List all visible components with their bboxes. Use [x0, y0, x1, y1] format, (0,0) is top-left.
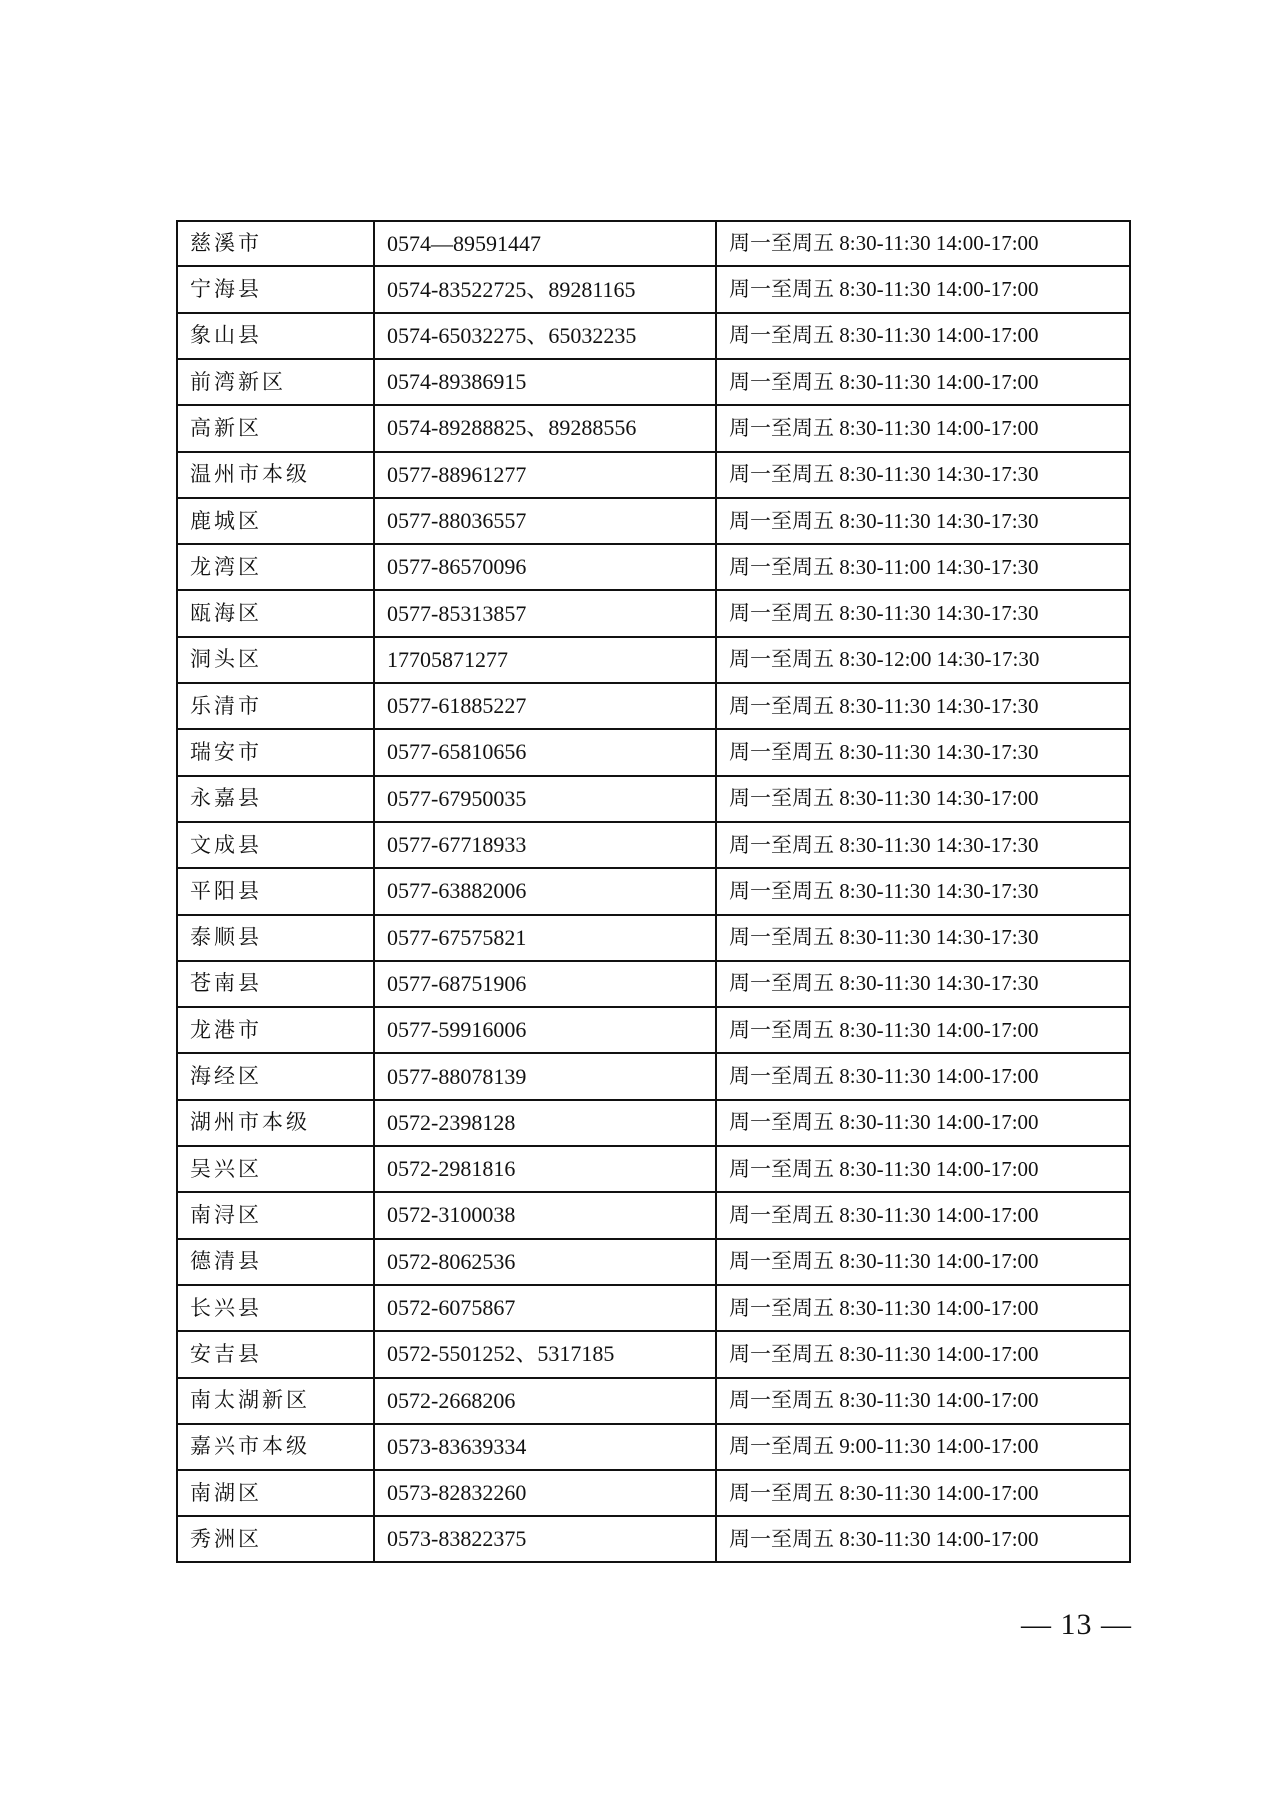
hours-cell: 周一至周五 8:30-11:30 14:00-17:00 [716, 266, 1129, 312]
district-cell: 苍南县 [178, 961, 374, 1007]
district-cell: 平阳县 [178, 868, 374, 914]
district-cell: 长兴县 [178, 1285, 374, 1331]
table-row [178, 822, 1129, 868]
phone-cell: 0577-65810656 [374, 729, 716, 775]
contact-table-body [178, 222, 1129, 1561]
hours-cell: 周一至周五 8:30-11:30 14:00-17:00 [716, 1239, 1129, 1285]
table-row [178, 1331, 1129, 1377]
phone-cell: 0577-63882006 [374, 868, 716, 914]
table-row [178, 266, 1129, 312]
district-cell: 永嘉县 [178, 776, 374, 822]
hours-cell: 周一至周五 8:30-11:30 14:00-17:00 [716, 222, 1129, 266]
phone-cell: 0573-82832260 [374, 1470, 716, 1516]
table-row [178, 1146, 1129, 1192]
hours-cell: 周一至周五 8:30-11:30 14:30-17:30 [716, 729, 1129, 775]
phone-cell: 0577-68751906 [374, 961, 716, 1007]
district-cell: 泰顺县 [178, 915, 374, 961]
hours-cell: 周一至周五 8:30-11:30 14:00-17:00 [716, 313, 1129, 359]
hours-cell: 周一至周五 8:30-11:30 14:30-17:30 [716, 590, 1129, 636]
district-cell: 龙湾区 [178, 544, 374, 590]
district-cell: 温州市本级 [178, 452, 374, 498]
hours-cell: 周一至周五 8:30-11:30 14:30-17:30 [716, 961, 1129, 1007]
district-cell: 象山县 [178, 313, 374, 359]
phone-cell: 0574-83522725、89281165 [374, 266, 716, 312]
district-cell: 瓯海区 [178, 590, 374, 636]
table-row [178, 637, 1129, 683]
phone-cell: 0577-61885227 [374, 683, 716, 729]
table-row [178, 868, 1129, 914]
table-row [178, 729, 1129, 775]
district-cell: 文成县 [178, 822, 374, 868]
contact-table [178, 222, 1129, 1561]
contact-table-frame [176, 220, 1131, 1563]
district-cell: 高新区 [178, 405, 374, 451]
phone-cell: 0572-2981816 [374, 1146, 716, 1192]
phone-cell: 0572-3100038 [374, 1192, 716, 1238]
table-row [178, 452, 1129, 498]
table-row [178, 1192, 1129, 1238]
district-cell: 宁海县 [178, 266, 374, 312]
table-row [178, 1239, 1129, 1285]
district-cell: 洞头区 [178, 637, 374, 683]
district-cell: 前湾新区 [178, 359, 374, 405]
phone-cell: 0577-67575821 [374, 915, 716, 961]
hours-cell: 周一至周五 8:30-11:30 14:00-17:00 [716, 405, 1129, 451]
hours-cell: 周一至周五 8:30-11:30 14:00-17:00 [716, 1378, 1129, 1424]
hours-cell: 周一至周五 8:30-11:30 14:30-17:30 [716, 452, 1129, 498]
page-number: — 13 — [1021, 1608, 1132, 1641]
district-cell: 瑞安市 [178, 729, 374, 775]
phone-cell: 0572-2668206 [374, 1378, 716, 1424]
hours-cell: 周一至周五 8:30-11:30 14:00-17:00 [716, 1192, 1129, 1238]
phone-cell: 0577-88078139 [374, 1053, 716, 1099]
table-row [178, 313, 1129, 359]
hours-cell: 周一至周五 8:30-11:30 14:30-17:30 [716, 683, 1129, 729]
hours-cell: 周一至周五 8:30-12:00 14:30-17:30 [716, 637, 1129, 683]
table-row [178, 683, 1129, 729]
phone-cell: 0574-89288825、89288556 [374, 405, 716, 451]
phone-cell: 0577-67718933 [374, 822, 716, 868]
hours-cell: 周一至周五 8:30-11:30 14:30-17:30 [716, 822, 1129, 868]
phone-cell: 0577-67950035 [374, 776, 716, 822]
hours-cell: 周一至周五 8:30-11:30 14:30-17:30 [716, 498, 1129, 544]
table-row [178, 1285, 1129, 1331]
district-cell: 南湖区 [178, 1470, 374, 1516]
phone-cell: 17705871277 [374, 637, 716, 683]
district-cell: 嘉兴市本级 [178, 1424, 374, 1470]
table-row [178, 1470, 1129, 1516]
phone-cell: 0574-89386915 [374, 359, 716, 405]
hours-cell: 周一至周五 8:30-11:30 14:00-17:00 [716, 1470, 1129, 1516]
phone-cell: 0574—89591447 [374, 222, 716, 266]
phone-cell: 0577-88036557 [374, 498, 716, 544]
hours-cell: 周一至周五 8:30-11:30 14:00-17:00 [716, 1146, 1129, 1192]
table-row [178, 1378, 1129, 1424]
table-row [178, 405, 1129, 451]
district-cell: 南浔区 [178, 1192, 374, 1238]
hours-cell: 周一至周五 8:30-11:30 14:00-17:00 [716, 1007, 1129, 1053]
phone-cell: 0572-6075867 [374, 1285, 716, 1331]
table-row [178, 1424, 1129, 1470]
district-cell: 安吉县 [178, 1331, 374, 1377]
hours-cell: 周一至周五 8:30-11:30 14:30-17:30 [716, 868, 1129, 914]
phone-cell: 0577-85313857 [374, 590, 716, 636]
hours-cell: 周一至周五 8:30-11:30 14:00-17:00 [716, 1285, 1129, 1331]
hours-cell: 周一至周五 8:30-11:30 14:30-17:30 [716, 915, 1129, 961]
table-row [178, 961, 1129, 1007]
hours-cell: 周一至周五 8:30-11:30 14:00-17:00 [716, 1331, 1129, 1377]
district-cell: 秀洲区 [178, 1516, 374, 1561]
district-cell: 南太湖新区 [178, 1378, 374, 1424]
hours-cell: 周一至周五 8:30-11:30 14:30-17:00 [716, 776, 1129, 822]
phone-cell: 0573-83639334 [374, 1424, 716, 1470]
hours-cell: 周一至周五 8:30-11:00 14:30-17:30 [716, 544, 1129, 590]
table-row [178, 1516, 1129, 1561]
phone-cell: 0577-86570096 [374, 544, 716, 590]
district-cell: 湖州市本级 [178, 1100, 374, 1146]
district-cell: 慈溪市 [178, 222, 374, 266]
table-row [178, 498, 1129, 544]
district-cell: 吴兴区 [178, 1146, 374, 1192]
hours-cell: 周一至周五 8:30-11:30 14:00-17:00 [716, 359, 1129, 405]
hours-cell: 周一至周五 9:00-11:30 14:00-17:00 [716, 1424, 1129, 1470]
table-row [178, 776, 1129, 822]
district-cell: 鹿城区 [178, 498, 374, 544]
hours-cell: 周一至周五 8:30-11:30 14:00-17:00 [716, 1053, 1129, 1099]
phone-cell: 0573-83822375 [374, 1516, 716, 1561]
district-cell: 德清县 [178, 1239, 374, 1285]
table-row [178, 359, 1129, 405]
table-row [178, 222, 1129, 266]
table-row [178, 1007, 1129, 1053]
hours-cell: 周一至周五 8:30-11:30 14:00-17:00 [716, 1100, 1129, 1146]
table-row [178, 915, 1129, 961]
phone-cell: 0572-8062536 [374, 1239, 716, 1285]
hours-cell: 周一至周五 8:30-11:30 14:00-17:00 [716, 1516, 1129, 1561]
table-row [178, 590, 1129, 636]
district-cell: 龙港市 [178, 1007, 374, 1053]
phone-cell: 0577-59916006 [374, 1007, 716, 1053]
phone-cell: 0574-65032275、65032235 [374, 313, 716, 359]
phone-cell: 0577-88961277 [374, 452, 716, 498]
table-row [178, 1053, 1129, 1099]
table-row [178, 1100, 1129, 1146]
phone-cell: 0572-2398128 [374, 1100, 716, 1146]
district-cell: 海经区 [178, 1053, 374, 1099]
table-row [178, 544, 1129, 590]
phone-cell: 0572-5501252、5317185 [374, 1331, 716, 1377]
district-cell: 乐清市 [178, 683, 374, 729]
